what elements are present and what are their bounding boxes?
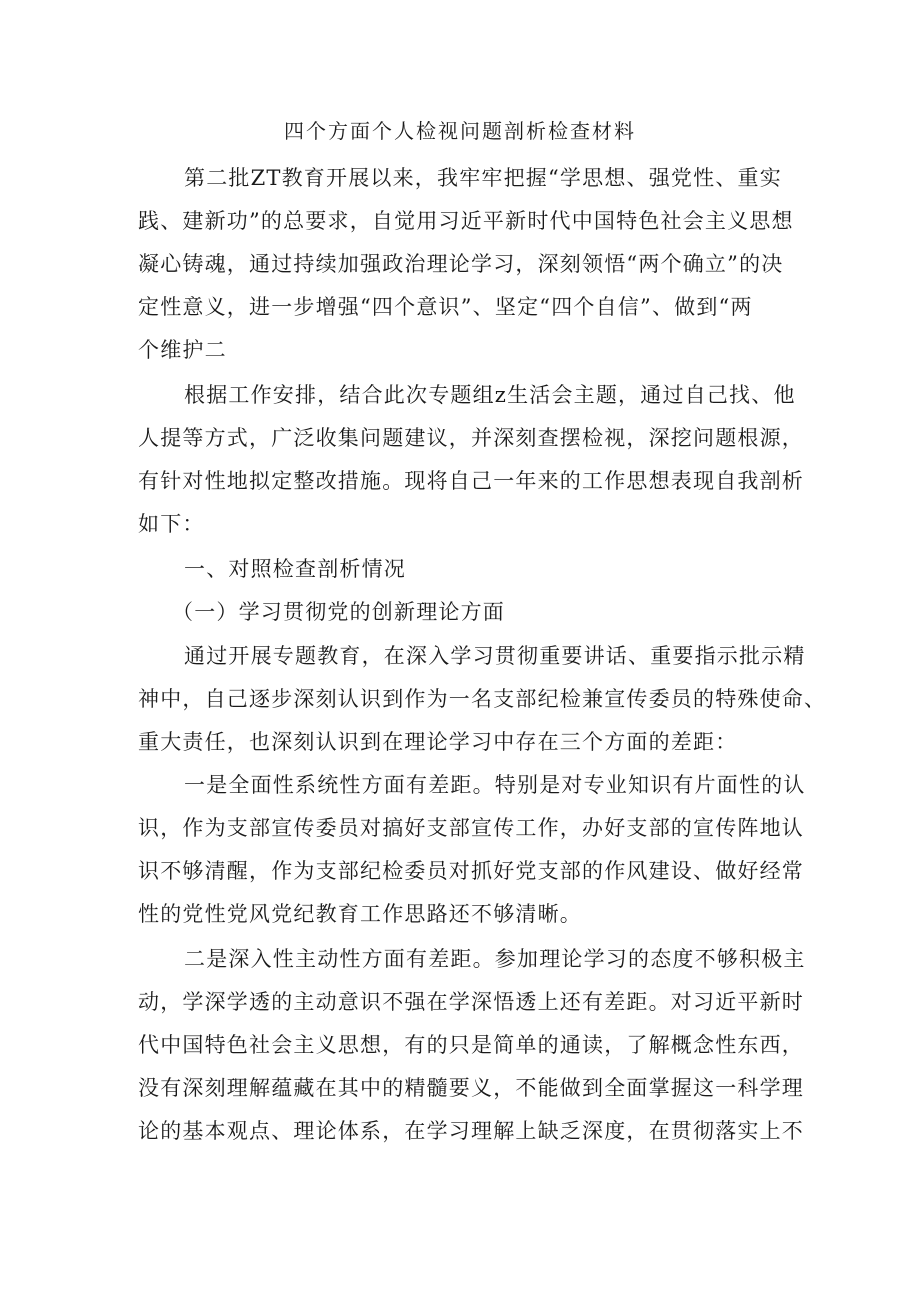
paragraph-line: 践、建新功”的总要求，自觉用习近平新时代中国特色社会主义思想 <box>138 209 794 233</box>
paragraph-line: 识不够清醒，作为支部纪检委员对抓好党支部的作风建设、做好经常 <box>138 859 804 883</box>
paragraph-line: 人提等方式，广泛收集问题建议，并深刻查摆检视，深挖问题根源， <box>138 426 804 450</box>
paragraph-line: 代中国特色社会主义思想，有的只是简单的通读，了解概念性东西， <box>138 1033 804 1057</box>
section-heading: 一、对照检查剖析情况 <box>184 557 406 581</box>
paragraph-line: 根据工作安排，结合此次专题组z生活会主题，通过自己找、他 <box>184 383 796 407</box>
paragraph-line: 通过开展专题教育，在深入学习贯彻重要讲话、重要指示批示精 <box>184 644 806 668</box>
paragraph-line: 个维护二 <box>138 338 227 362</box>
paragraph-line: 重大责任，也深刻认识到在理论学习中存在三个方面的差距： <box>138 730 738 754</box>
paragraph-line: 动，学深学透的主动意识不强在学深悟透上还有差距。对习近平新时 <box>138 990 804 1014</box>
paragraph-line: 一是全面性系统性方面有差距。特别是对专业知识有片面性的认 <box>184 773 806 797</box>
paragraph-line: 有针对性地拟定整改措施。现将自己一年来的工作思想表现自我剖析 <box>138 469 804 493</box>
paragraph-line: 论的基本观点、理论体系，在学习理解上缺乏深度，在贯彻落实上不 <box>138 1119 804 1143</box>
paragraph-line: 如下： <box>138 512 205 536</box>
paragraph-line: 定性意义，进一步增强“四个意识”、坚定“四个自信”、做到“两 <box>138 295 753 319</box>
paragraph-line: 二是深入性主动性方面有差距。参加理论学习的态度不够积极主 <box>184 947 806 971</box>
paragraph-line: 凝心铸魂，通过持续加强政治理论学习，深刻领悟“两个确立”的决 <box>138 252 784 276</box>
paragraph-line: 神中，自己逐步深刻认识到作为一名支部纪检兼宣传委员的特殊使命、 <box>138 687 827 711</box>
subsection-heading: （一）学习贯彻党的创新理论方面 <box>172 600 505 624</box>
document-title: 四个方面个人检视问题剖析检查材料 <box>284 119 636 143</box>
paragraph-line: 没有深刻理解蕴藏在其中的精髓要义，不能做到全面掌握这一科学理 <box>138 1076 804 1100</box>
paragraph-line: 第二批ZT教育开展以来，我牢牢把握“学思想、强党性、重实 <box>184 166 782 190</box>
paragraph-line: 性的党性党风党纪教育工作思路还不够清晰。 <box>138 902 582 926</box>
paragraph-line: 识，作为支部宣传委员对搞好支部宣传工作，办好支部的宣传阵地认 <box>138 816 804 840</box>
